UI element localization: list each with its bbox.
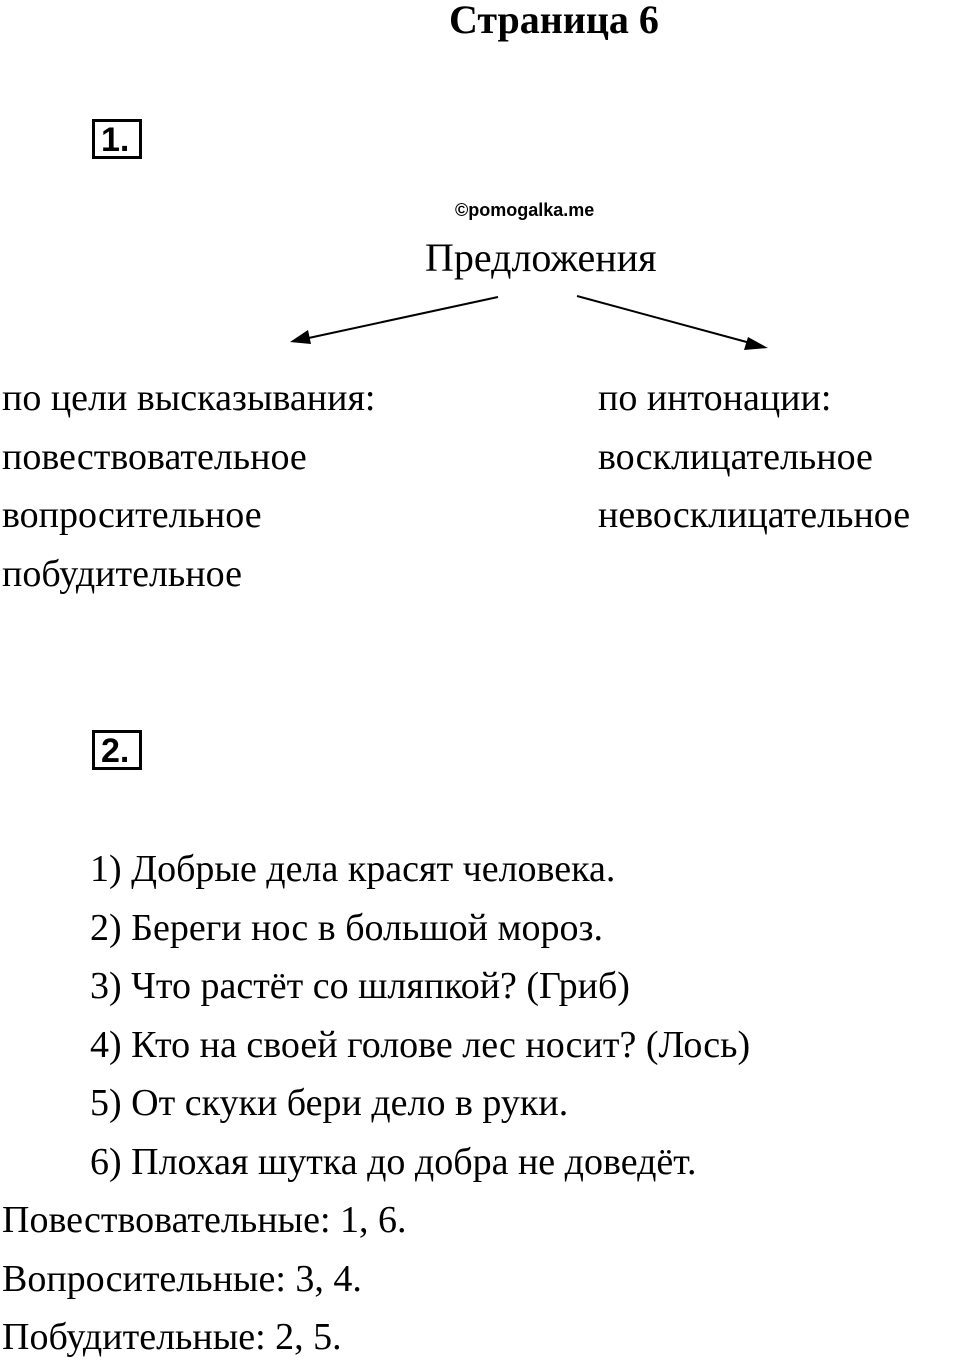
task-number-2: 2. bbox=[101, 732, 130, 770]
task-number-box-2 bbox=[92, 730, 142, 770]
left-branch bbox=[2, 369, 376, 603]
task-number-1: 1. bbox=[101, 121, 130, 159]
answer-list bbox=[2, 1191, 407, 1367]
sentence-item: 5) От скуки бери дело в руки. bbox=[90, 1082, 569, 1124]
left-branch-item: вопросительное bbox=[2, 494, 262, 536]
left-arrow bbox=[290, 297, 498, 344]
right-branch-item: невосклицательное bbox=[598, 494, 911, 536]
left-branch-item: побудительное bbox=[2, 552, 242, 595]
answer-item: Повествовательные: 1, 6. bbox=[2, 1199, 407, 1241]
diagram-root-label: Предложения bbox=[425, 235, 657, 280]
sentence-item: 4) Кто на своей голове лес носит? (Лось) bbox=[90, 1023, 751, 1066]
right-branch-item: восклицательное bbox=[598, 435, 873, 478]
watermark: ©pomogalka.me bbox=[455, 200, 595, 220]
sentence-item: 1) Добрые дела красят человека. bbox=[90, 848, 616, 890]
left-branch-item: повествовательное bbox=[2, 435, 307, 478]
right-branch-heading: по интонации: bbox=[598, 377, 832, 419]
sentence-item: 3) Что растёт со шляпкой? (Гриб) bbox=[90, 965, 630, 1007]
right-arrow bbox=[577, 296, 768, 350]
answer-item: Вопросительные: 3, 4. bbox=[2, 1257, 362, 1300]
sentence-item: 6) Плохая шутка до добра не доведёт. bbox=[90, 1140, 697, 1183]
sentence-list bbox=[90, 840, 750, 1191]
page-title: Страница 6 bbox=[449, 0, 659, 42]
answer-item: Побудительные: 2, 5. bbox=[2, 1316, 342, 1358]
left-branch-heading: по цели высказывания: bbox=[2, 377, 376, 419]
sentence-item: 2) Береги нос в большой мороз. bbox=[90, 906, 603, 949]
right-branch bbox=[598, 369, 910, 545]
